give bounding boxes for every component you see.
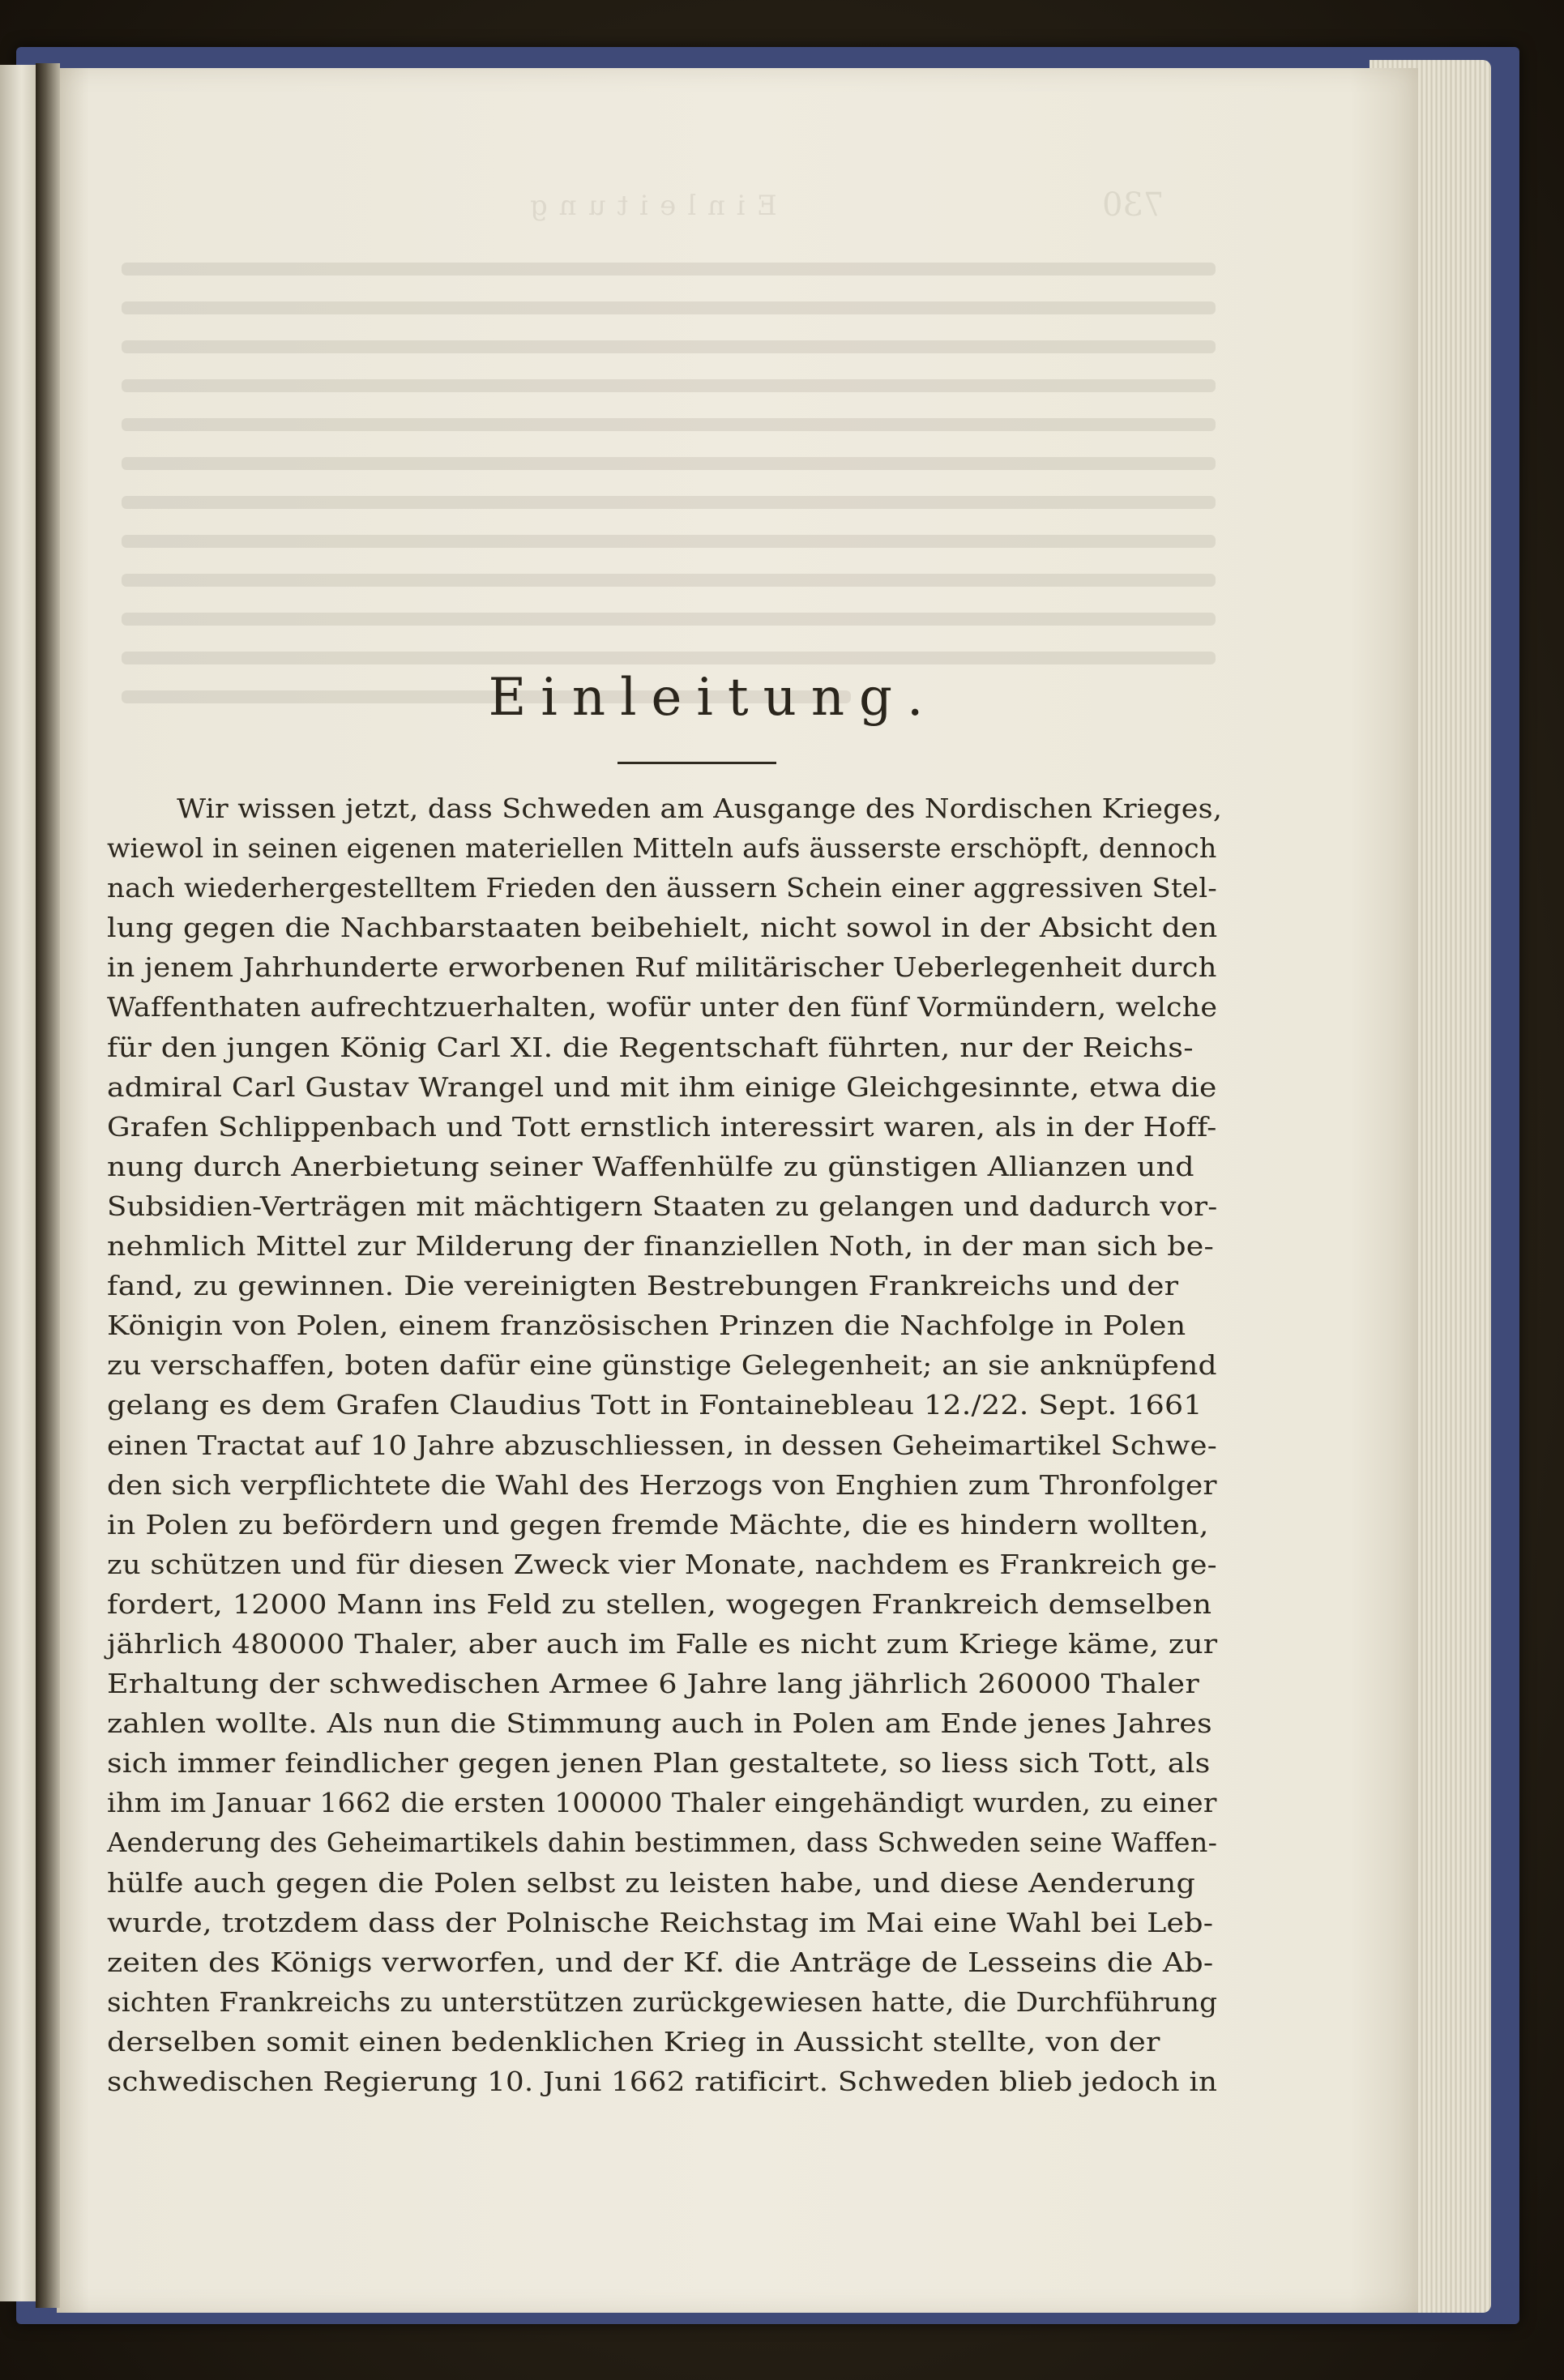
text-line: Grafen Schlippenbach und Tott ernstlich interessirt waren, als in der Hoff- [107, 1111, 1217, 1143]
text-line: Königin von Polen, einem französischen Prinzen die Nachfolge in Polen [107, 1310, 1186, 1342]
bleed-line [122, 574, 1216, 587]
text-line: Erhaltung der schwedischen Armee 6 Jahre lang jährlich 260000 Thaler [107, 1669, 1199, 1700]
bleed-through-text [57, 68, 1418, 733]
text-line: einen Tractat auf 10 Jahre abzuschliessen, in dessen Geheimartikel Schwe- [107, 1429, 1217, 1461]
text-line: in Polen zu befördern und gegen fremde Mächte, die es hindern wollten, [107, 1509, 1209, 1540]
bleed-through-header: Einleitung [519, 190, 777, 222]
text-line: für den jungen König Carl XI. die Regentschaft führten, nur der Reichs- [107, 1032, 1194, 1063]
text-line: ihm im Januar 1662 die ersten 100000 Thaler eingehändigt wurden, zu einer [107, 1788, 1217, 1819]
bleed-line [122, 301, 1216, 314]
text-line: gelang es dem Grafen Claudius Tott in Fontainebleau 12./22. Sept. 1661 [107, 1390, 1203, 1421]
text-line: zeiten des Königs verworfen, und der Kf. die Anträge de Lesseins die Ab- [107, 1946, 1214, 1978]
bleed-line [122, 263, 1216, 276]
book-gutter [36, 63, 60, 2308]
text-line: zahlen wollte. Als nun die Stimmung auch in Polen am Ende jenes Jahres [107, 1708, 1212, 1740]
text-line: sich immer feindlicher gegen jenen Plan gestaltete, so liess sich Tott, als [107, 1748, 1211, 1780]
bleed-line [122, 496, 1216, 509]
bleed-line [122, 379, 1216, 392]
title-rule [617, 762, 776, 764]
text-line: nung durch Anerbietung seiner Waffenhülfe zu günstigen Allianzen und [107, 1151, 1194, 1182]
text-line: nach wiederhergestelltem Frieden den äussern Schein einer aggressiven Stel- [107, 873, 1217, 904]
text-line: nehmlich Mittel zur Milderung der finanziellen Noth, in der man sich be- [107, 1231, 1215, 1263]
text-line: Wir wissen jetzt, dass Schweden am Ausgange des Nordischen Krieges, [177, 793, 1223, 824]
text-line: hülfe auch gegen die Polen selbst zu leisten habe, und diese Aenderung [107, 1867, 1196, 1899]
bleed-line [122, 340, 1216, 353]
text-line: den sich verpflichtete die Wahl des Herzogs von Enghien zum Thronfolger [107, 1469, 1217, 1501]
bleed-through-page-number: 730 [1102, 186, 1164, 224]
bleed-line [122, 535, 1216, 548]
chapter-title: Einleitung. [488, 668, 938, 728]
text-line: jährlich 480000 Thaler, aber auch im Falle es nicht zum Kriege käme, zur [107, 1628, 1218, 1660]
book-page [57, 68, 1418, 2313]
text-line: wurde, trotzdem dass der Polnische Reichstag im Mai eine Wahl bei Leb- [107, 1907, 1214, 1938]
text-line: schwedischen Regierung 10. Juni 1662 ratificirt. Schweden blieb jedoch in [107, 2066, 1218, 2097]
bleed-line [122, 418, 1216, 431]
text-line: admiral Carl Gustav Wrangel und mit ihm einige Gleichgesinnte, etwa die [107, 1071, 1217, 1103]
text-line: wiewol in seinen eigenen materiellen Mitteln aufs äusserste erschöpft, dennoch [107, 833, 1217, 865]
text-line: fordert, 12000 Mann ins Feld zu stellen, wogegen Frankreich demselben [107, 1588, 1212, 1620]
text-line: Subsidien-Verträgen mit mächtigern Staaten zu gelangen und dadurch vor- [107, 1190, 1218, 1222]
bleed-line [122, 457, 1216, 470]
text-line: Waffenthaten aufrechtzuerhalten, wofür unter den fünf Vormündern, welche [107, 992, 1218, 1023]
text-line: lung gegen die Nachbarstaaten beibehielt, nicht sowol in der Absicht den [107, 912, 1218, 944]
text-line: in jenem Jahrhunderte erworbenen Ruf militärischer Ueberlegenheit durch [107, 952, 1217, 984]
bleed-line [122, 652, 1216, 664]
body-paragraph [107, 789, 1223, 2102]
previous-page-sliver [0, 65, 36, 2301]
text-line: derselben somit einen bedenklichen Krieg in Aussicht stellte, von der [107, 2026, 1160, 2057]
text-line: sichten Frankreichs zu unterstützen zurückgewiesen hatte, die Durchführung [107, 1986, 1218, 2018]
text-line: Aenderung des Geheimartikels dahin bestimmen, dass Schweden seine Waffen- [107, 1827, 1218, 1859]
text-line: zu verschaffen, boten dafür eine günstige Gelegenheit; an sie anknüpfend [107, 1350, 1217, 1382]
text-line: fand, zu gewinnen. Die vereinigten Bestrebungen Frankreichs und der [107, 1271, 1179, 1302]
bleed-line [122, 613, 1216, 626]
text-line: zu schützen und für diesen Zweck vier Monate, nachdem es Frankreich ge- [107, 1549, 1217, 1580]
